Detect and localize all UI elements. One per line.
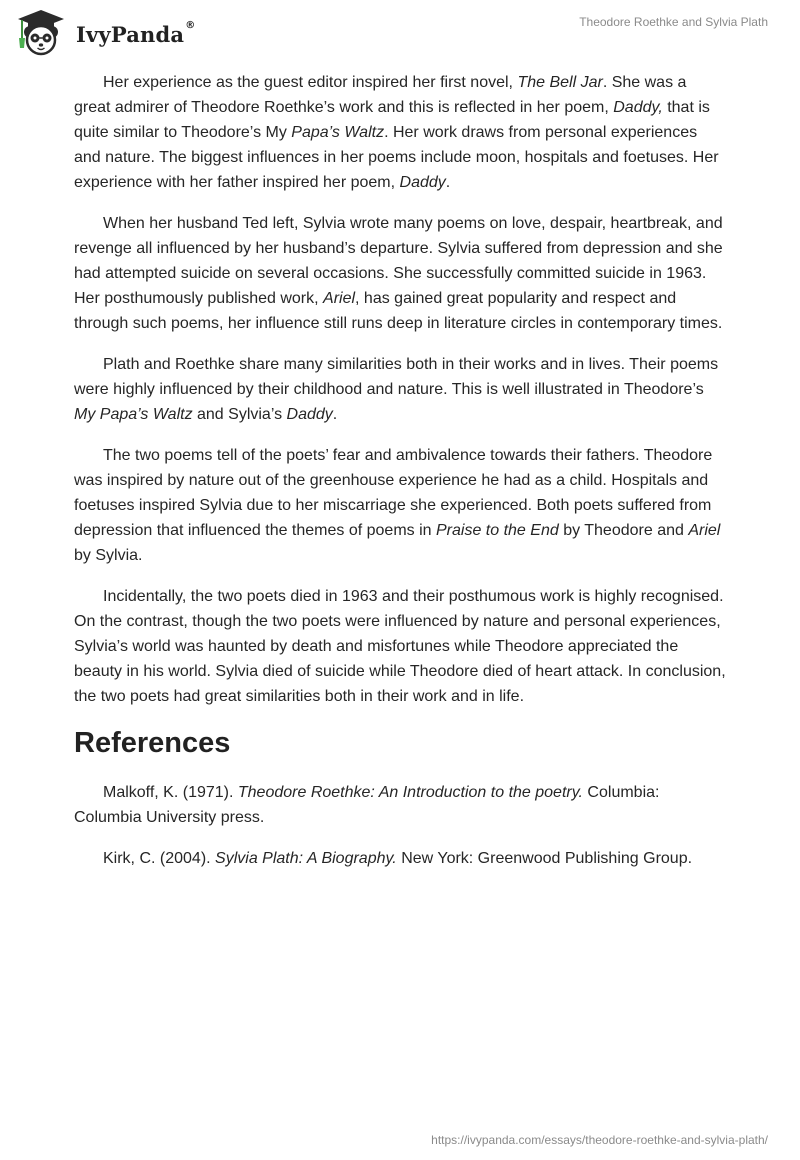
- italic-title: Daddy,: [613, 99, 663, 116]
- text-run: New York: Greenwood Publishing Group.: [396, 850, 693, 867]
- paragraph: [74, 443, 726, 568]
- essay-content: [74, 70, 726, 887]
- italic-title: Ariel: [688, 522, 721, 539]
- text-run: When her husband Ted left, Sylvia wrote many poems on love, despair, heartbreak, and revenge all influenced by her husband’s departure. Sylvia suffered from depression and she had attempted suicide on several occasions. She successfully committed suicide in 1963. Her posthumously published work,: [74, 215, 723, 307]
- ivypanda-logo[interactable]: [14, 8, 195, 56]
- references-list: [74, 780, 726, 871]
- italic-title: Daddy: [286, 406, 333, 423]
- text-run: Columbia: Columbia University press.: [74, 784, 660, 826]
- running-title: Theodore Roethke and Sylvia Plath: [579, 15, 768, 29]
- references-heading: References: [74, 727, 231, 759]
- italic-title: The Bell Jar: [517, 74, 603, 91]
- text-run: by Theodore and: [558, 522, 689, 539]
- text-run: and Sylvia’s: [192, 406, 287, 423]
- text-run: Plath and Roethke share many similarities both in their works and in lives. Their poems were highly influenced by their childhood and nature. This is well illustrated in Theodore’s: [74, 356, 719, 398]
- text-run: . Her work draws from personal experiences and nature. The biggest influences in her poems include moon, hospitals and foetuses. Her experience with her father inspired her poem,: [74, 124, 719, 191]
- italic-title: Theodore Roethke: An Introduction to the poetry.: [237, 784, 583, 801]
- text-run: by Sylvia.: [74, 547, 143, 564]
- italic-title: Praise to the End: [436, 522, 559, 539]
- paragraph: [74, 211, 726, 336]
- page-header: [0, 0, 800, 64]
- italic-title: Sylvia Plath: A Biography.: [215, 850, 397, 867]
- text-run: , has gained great popularity and respect and through such poems, her influence still runs deep in literature circles in contemporary times.: [74, 290, 723, 332]
- reference-item: [74, 846, 726, 871]
- italic-title: Daddy: [399, 174, 446, 191]
- text-run: .: [332, 406, 338, 423]
- paragraph: [74, 584, 726, 709]
- text-run: Malkoff, K. (1971).: [103, 784, 238, 801]
- paragraph: [74, 70, 726, 195]
- text-run: . She was a great admirer of Theodore Roethke’s work and this is reflected in her poem,: [74, 74, 687, 116]
- text-run: Her experience as the guest editor inspired her first novel,: [103, 74, 518, 91]
- logo-wordmark: IvyPanda®: [76, 19, 196, 47]
- source-url[interactable]: https://ivypanda.com/essays/theodore-roethke-and-sylvia-plath/: [431, 1133, 768, 1147]
- paragraph: [74, 352, 726, 427]
- italic-title: My Papa’s Waltz: [74, 406, 193, 423]
- reference-item: [74, 780, 726, 830]
- italic-title: Papa’s Waltz: [291, 124, 385, 141]
- italic-title: Ariel: [323, 290, 356, 307]
- text-run: .: [445, 174, 451, 191]
- text-run: that is quite similar to Theodore’s My: [74, 99, 710, 141]
- panda-graduation-cap-icon: [14, 8, 68, 56]
- text-run: Kirk, C. (2004).: [103, 850, 216, 867]
- text-run: Incidentally, the two poets died in 1963 and their posthumous work is highly recognised. On the contrast, though the two poets were influenced by nature and personal experiences, Sylvia’s world was haunted by death and misfortunes while Theodore appreciated the beauty in his world. Sylvia died of suicide while Theodore died of heart attack. In conclusion, the two poets had great similarities both in their work and in life.: [74, 588, 726, 705]
- body-paragraphs: [74, 70, 726, 709]
- text-run: The two poems tell of the poets’ fear and ambivalence towards their fathers. Theodore was inspired by nature out of the greenhouse experience he had as a child. Hospitals and foetuses inspired Sylvia due to her miscarriage she experienced. Both poets suffered from depression that influenced the themes of poems in: [74, 447, 713, 539]
